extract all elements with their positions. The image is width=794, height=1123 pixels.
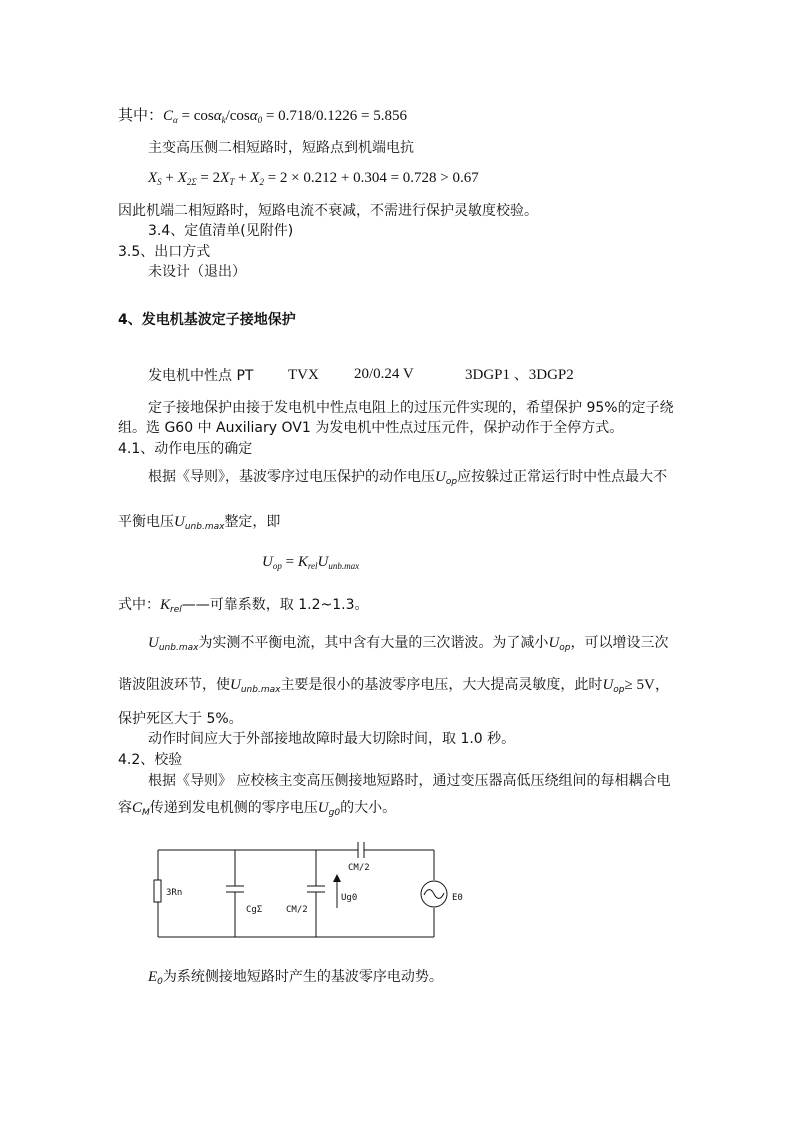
formula-reactance: $X_S + X_{2\Sigma} = 2X_T + X_2 = 2 \times 0.212 + 0.304 = 0.728 > 0.67$ xyxy=(148,170,479,187)
paragraph-line: 根据《导则》，基波零序过电压保护的动作电压$U_{op}$应按躲过正常运行时中性点最大不 xyxy=(148,469,668,487)
circuit-diagram xyxy=(150,838,463,944)
paragraph-line: 式中：$K_{rel}——$可靠系数，取 1.2~1.3。 xyxy=(118,597,369,615)
pt-type: TVX xyxy=(288,367,319,383)
label-3rn: 3Rn xyxy=(166,888,183,898)
paragraph-line: 未设计（退出） xyxy=(148,264,246,280)
formula-uop: $U_{op} = K_{rel}U_{unb.max}$ xyxy=(262,554,360,571)
label-cm-mid: CM/2 xyxy=(286,905,308,915)
label-e0: E0 xyxy=(452,893,463,903)
paragraph-line: 根据《导则》 应校核主变高压侧接地短路时，通过变压器高低压绕组间的每相耦合电 xyxy=(148,773,671,789)
paragraph-line: $E_0$为系统侧接地短路时产生的基波零序电动势。 xyxy=(148,969,443,987)
paragraph-line: 动作时间应大于外部接地故障时最大切除时间，取 1.0 秒。 xyxy=(148,731,516,747)
section-3-5: 3.5、出口方式 xyxy=(118,244,211,260)
paragraph-line: 因此机端二相短路时，短路电流不衰减，不需进行保护灵敏度校验。 xyxy=(118,203,538,219)
paragraph-line: 保护死区大于 5%。 xyxy=(118,711,243,727)
paragraph-line: 组。选 G60 中 Auxiliary OV1 为发电机中性点过压元件，保护动作于全停方式。 xyxy=(118,420,624,436)
paragraph-line: $U_{unb.max}$为实测不平衡电流，其中含有大量的三次谐波。为了减小$U_{op}$，可以增设三次 xyxy=(148,635,669,653)
formula-c-alpha: 其中：$C_\alpha = \cos\alpha_k/\cos\alpha_0 = 0.718/0.1226 = 5.856$ xyxy=(118,106,407,125)
label-cg: CgΣ xyxy=(246,905,263,915)
pt-label: 发电机中性点 PT xyxy=(148,368,254,384)
paragraph-line: 平衡电压$U_{unb.max}$整定，即 xyxy=(118,514,281,532)
paragraph-line: 容$C_M$传递到发电机侧的零序电压$U_{g0}$的大小。 xyxy=(118,800,397,818)
section-4-2: 4.2、校验 xyxy=(118,752,183,768)
label-ug0: Ug0 xyxy=(341,893,358,903)
paragraph-line: 定子接地保护由接于发电机中性点电阻上的过压元件实现的，希望保护 95%的定子绕 xyxy=(148,400,674,416)
section-4-1: 4.1、动作电压的确定 xyxy=(118,441,253,457)
pt-ratio: 20/0.24 V xyxy=(354,366,414,382)
section-heading-4: 4、发电机基波定子接地保护 xyxy=(118,312,296,328)
paragraph-line: 主变高压侧二相短路时，短路点到机端电抗 xyxy=(148,140,414,156)
label-cm-top: CM/2 xyxy=(348,863,370,873)
pt-id: 3DGP1 、3DGP2 xyxy=(465,367,574,383)
section-3-4: 3.4、定值清单(见附件) xyxy=(148,223,294,239)
paragraph-line: 谐波阻波环节，使$U_{unb.max}$主要是很小的基波零序电压，大大提高灵敏度，此时$U_{op}\ge 5V$， xyxy=(118,677,670,695)
